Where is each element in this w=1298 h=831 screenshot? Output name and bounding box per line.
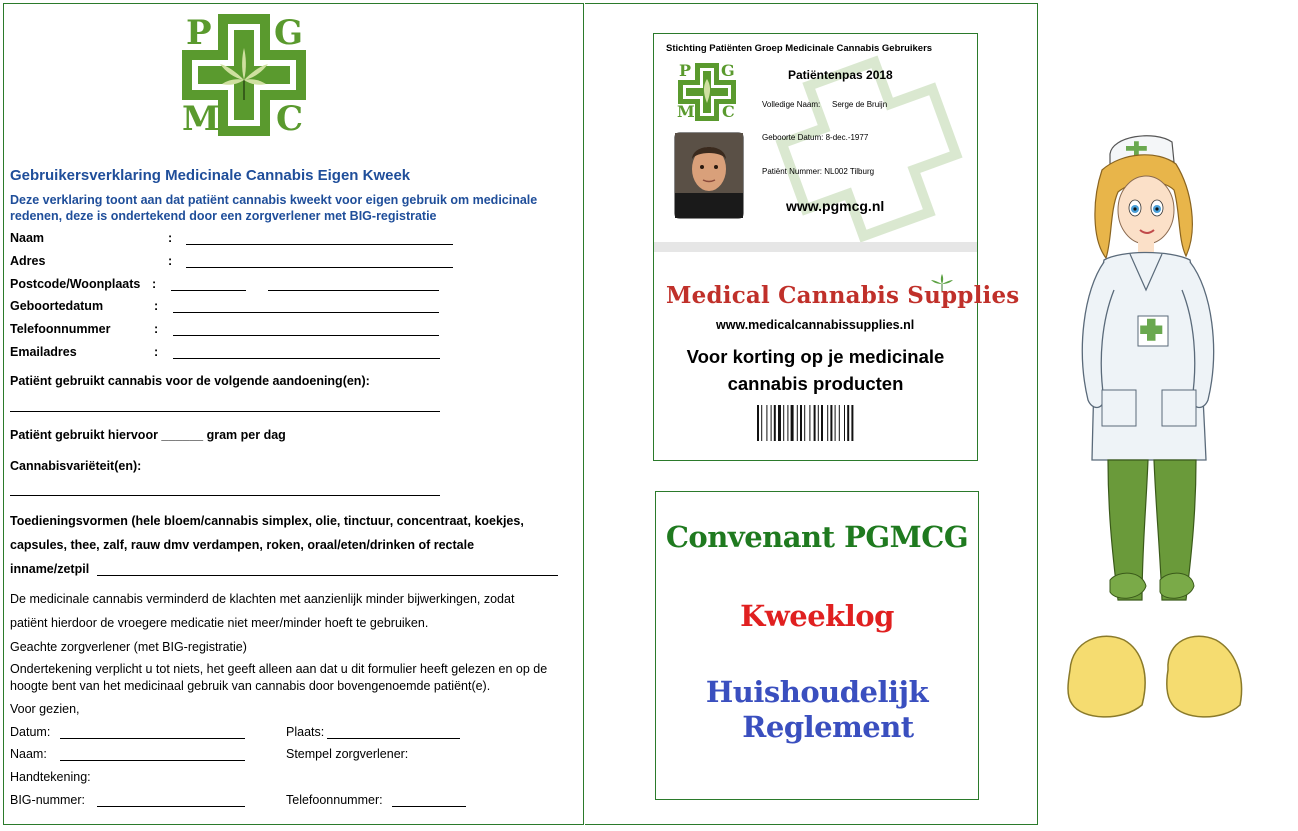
form-title: Gebruikersverklaring Medicinale Cannabis Eigen Kweek [10,167,411,184]
geachte-zorgverlener: Geachte zorgverlener (met BIG-registratie) [10,640,247,654]
klachten-line-1: De medicinale cannabis verminderd de klachten met aanzienlijk minder bijwerkingen, zodat [10,592,515,606]
convenant-link[interactable] [656,520,978,555]
stempel-label: Stempel zorgverlener: [286,747,409,761]
card-title: Patiëntenpas 2018 [788,68,893,82]
card-website: www.pgmcg.nl [786,198,885,214]
logo-letter-c: C [722,102,735,121]
field-colon: : [154,345,159,359]
telefoon2-input-line[interactable] [392,806,466,807]
toediening-line-1: Toedieningsvormen (hele bloem/cannabis simplex, olie, tinctuur, concentraat, koekjes, [10,514,524,528]
postcode-input-line[interactable] [171,290,246,291]
pgmc-logo [178,10,310,140]
person-photo-icon [675,133,743,218]
naam2-input-line[interactable] [60,760,245,761]
naam2-label: Naam: [10,747,47,761]
datum-input-line[interactable] [60,738,245,739]
card-top [654,34,977,242]
ondertekening-line-1: Ondertekening verplicht u tot niets, het geeft alleen aan dat u dit formulier heeft gelezen en op de [10,662,548,676]
card-divider [654,242,977,252]
mcs-url: www.medicalcannabissupplies.nl [716,318,915,332]
logo-letter-p: P [186,13,212,53]
convenant-label: Convenant PGMCG [665,520,969,554]
varieteit-input-line[interactable] [10,495,440,496]
logo-letter-g: G [721,61,735,80]
field-colon: : [154,322,159,336]
toediening-line-3: inname/zetpil [10,562,90,576]
field-label-geboortedatum: Geboortedatum [10,299,104,313]
field-label-adres: Adres [10,254,46,268]
field-colon: : [168,231,173,245]
logo-letter-c: C [276,99,304,139]
adres-input-line[interactable] [186,267,453,268]
woonplaats-input-line[interactable] [268,290,439,291]
card-org-name: Stichting Patiënten Groep Medicinale Cannabis Gebruikers [666,43,933,54]
field-colon: : [154,299,159,313]
gram-per-dag-label: Patiënt gebruikt hiervoor ______ gram per dag [10,428,286,442]
field-colon: : [168,254,173,268]
datum-label: Datum: [10,725,51,739]
field-colon: : [152,277,157,291]
nurse-illustration [1062,130,1252,725]
telefoon-input-line[interactable] [173,335,439,336]
mcs-offer-line-1: Voor korting op je medicinale [686,346,945,367]
varieteit-label: Cannabisvariëteit(en): [10,459,142,473]
email-input-line[interactable] [173,358,440,359]
mcs-offer [654,343,977,397]
klachten-line-2: patiënt hierdoor de vroegere medicatie niet meer/minder hoeft te gebruiken. [10,616,429,630]
kweeklog-label: Kweeklog [740,599,894,633]
card-logo [676,61,738,123]
toediening-input-line[interactable] [97,575,558,576]
geboortedatum-input-line[interactable] [173,312,439,313]
barcode-icon [757,405,879,441]
aandoening-label: Patiënt gebruikt cannabis voor de volgende aandoening(en): [10,374,370,388]
card-dob: Geboorte Datum: 8-dec.-1977 [762,133,869,142]
logo-letter-g: G [274,13,304,53]
handtekening-label: Handtekening: [10,770,91,784]
voor-gezien: Voor gezien, [10,702,80,716]
logo-letter-p: P [679,61,692,80]
patient-photo [674,132,744,219]
ondertekening-line-2: hoogte bent van het medicinaal gebruik van cannabis door bovengenoemde patiënt(e). [10,679,491,693]
telefoon2-label: Telefoonnummer: [286,793,383,807]
field-label-email: Emailadres [10,345,77,359]
huishoudelijk-label: Huishoudelijk [705,675,929,709]
plaats-input-line[interactable] [327,738,460,739]
field-label-postcode: Postcode/Woonplaats [10,277,141,291]
patient-card [653,33,1020,461]
big-nummer-label: BIG-nummer: [10,793,86,807]
field-label-naam: Naam [10,231,45,245]
kweeklog-link[interactable] [656,599,978,634]
toediening-line-2: capsules, thee, zalf, rauw dmv verdampen, roken, oraal/eten/drinken of rectale [10,538,475,552]
card-name-label: Volledige Naam: [762,100,821,109]
plaats-label: Plaats: [286,725,325,739]
naam-input-line[interactable] [186,244,453,245]
logo-letter-m: M [182,99,220,139]
card-patient-number: Patiënt Nummer: NL002 Tilburg [762,167,875,176]
form-intro: Deze verklaring toont aan dat patiënt cannabis kweekt voor eigen gebruik om medicinale redenen, deze is ondertekend door een zorgverlener met BIG-registratie [10,193,538,223]
reglement-label: Reglement [742,710,914,744]
aandoening-input-line[interactable] [10,411,440,412]
field-label-telefoon: Telefoonnummer [10,322,111,336]
card-name-value: Serge de Bruijn [832,100,888,109]
logo-letter-m: M [677,102,695,121]
convenant-box [655,491,979,800]
mcs-offer-line-2: cannabis producten [727,373,904,394]
mcs-title: Medical Cannabis Supplies [666,282,1020,309]
huishoudelijk-reglement-link[interactable] [656,675,978,745]
big-nummer-input-line[interactable] [97,806,245,807]
